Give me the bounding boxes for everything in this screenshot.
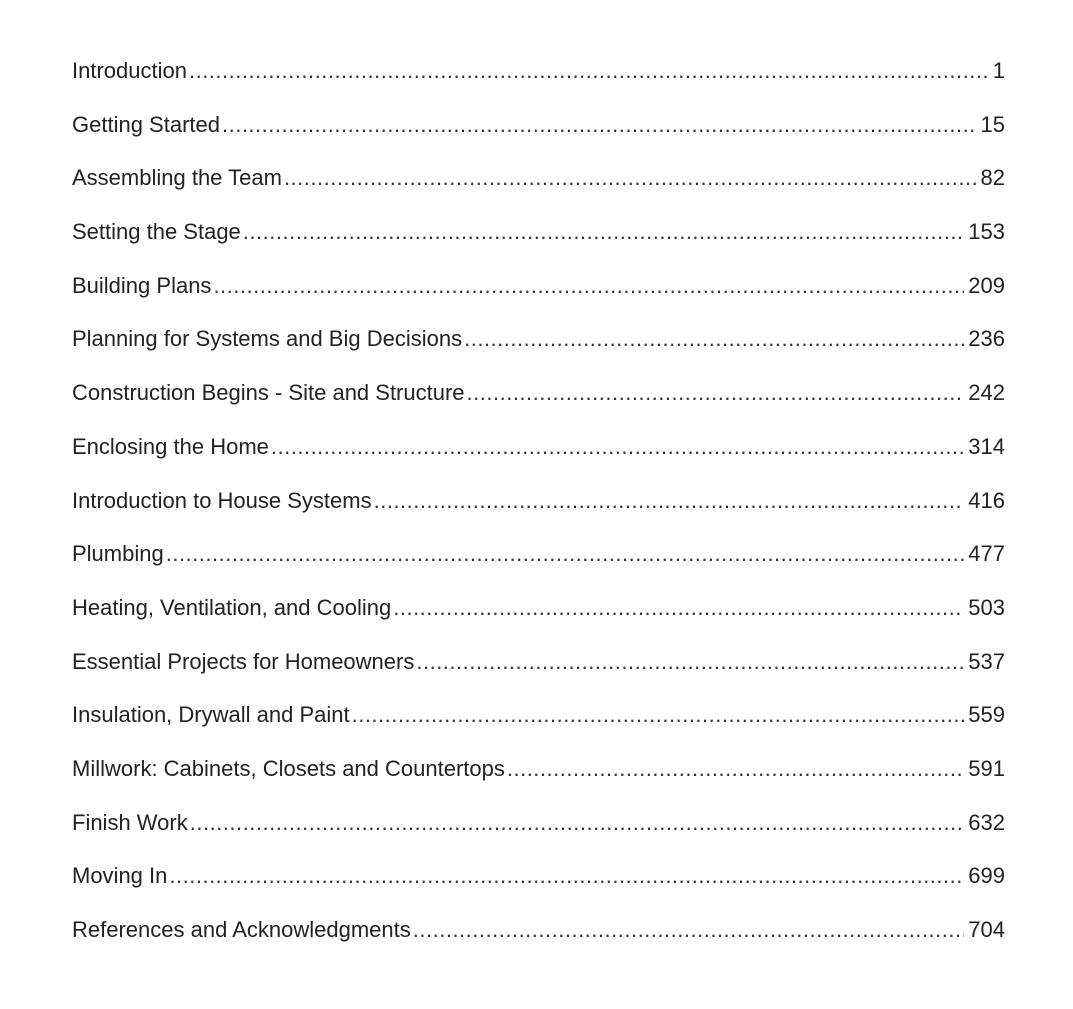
- toc-entry-references[interactable]: [72, 917, 1005, 971]
- toc-dot-leader: [467, 380, 965, 406]
- toc-entry-setting-the-stage[interactable]: [72, 219, 1005, 273]
- toc-dot-leader: [374, 488, 965, 514]
- toc-entry-title: Construction Begins - Site and Structure: [72, 380, 465, 406]
- toc-entry-title: Enclosing the Home: [72, 433, 269, 459]
- toc-dot-leader: [352, 702, 965, 728]
- toc-dot-leader: [222, 112, 977, 138]
- toc-entry-page: 699: [968, 863, 1005, 889]
- toc-entry-introduction-to-house-systems[interactable]: [72, 488, 1005, 542]
- toc-dot-leader: [393, 595, 964, 621]
- toc-entry-title: Plumbing: [72, 541, 164, 567]
- toc-entry-page: 314: [968, 433, 1005, 459]
- toc-entry-page: 82: [980, 165, 1005, 191]
- toc-entry-building-plans[interactable]: [72, 273, 1005, 327]
- toc-entry-page: 591: [968, 755, 1005, 781]
- toc-entry-title: Planning for Systems and Big Decisions: [72, 326, 463, 352]
- toc-entry-title: Moving In: [72, 863, 168, 889]
- toc-entry-hvac[interactable]: [72, 595, 1005, 649]
- toc-entry-assembling-the-team[interactable]: [72, 165, 1005, 219]
- toc-entry-title: Insulation, Drywall and Paint: [72, 702, 350, 728]
- toc-dot-leader: [413, 917, 965, 943]
- toc-dot-leader: [507, 756, 964, 782]
- toc-entry-insulation-drywall-paint[interactable]: [72, 702, 1005, 756]
- toc-entry-page: 503: [968, 594, 1005, 620]
- toc-entry-page: 704: [968, 917, 1005, 942]
- toc-entry-construction-begins[interactable]: [72, 380, 1005, 434]
- toc-entry-title: Assembling the Team: [72, 165, 282, 191]
- toc-dot-leader: [190, 810, 965, 836]
- toc-dot-leader: [284, 165, 977, 191]
- toc-entry-title: Getting Started: [72, 111, 220, 137]
- toc-entry-plumbing[interactable]: [72, 541, 1005, 595]
- toc-entry-enclosing-the-home[interactable]: [72, 434, 1005, 488]
- table-of-contents: [72, 58, 1005, 971]
- toc-entry-title: Building Plans: [72, 272, 212, 298]
- toc-entry-getting-started[interactable]: [72, 112, 1005, 166]
- toc-entry-page: 242: [968, 380, 1005, 406]
- toc-dot-leader: [213, 273, 964, 299]
- toc-entry-page: 209: [968, 272, 1005, 298]
- toc-entry-page: 632: [968, 809, 1005, 835]
- toc-dot-leader: [464, 326, 964, 352]
- toc-dot-leader: [416, 649, 964, 675]
- toc-entry-title: Millwork: Cabinets, Closets and Countertops: [72, 755, 505, 781]
- toc-entry-title: References and Acknowledgments: [72, 917, 411, 942]
- toc-entry-title: Finish Work: [72, 809, 188, 835]
- toc-entry-millwork[interactable]: [72, 756, 1005, 810]
- toc-entry-page: 15: [980, 111, 1005, 137]
- toc-entry-finish-work[interactable]: [72, 810, 1005, 864]
- toc-entry-moving-in[interactable]: [72, 863, 1005, 917]
- toc-entry-title: Introduction: [72, 58, 187, 83]
- toc-entry-page: 153: [968, 219, 1005, 245]
- toc-dot-leader: [189, 58, 989, 84]
- toc-entry-page: 537: [968, 648, 1005, 674]
- toc-entry-title: Heating, Ventilation, and Cooling: [72, 594, 392, 620]
- toc-entry-page: 1: [992, 58, 1005, 83]
- toc-entry-page: 416: [968, 487, 1005, 513]
- toc-entry-page: 477: [968, 541, 1005, 567]
- toc-entry-planning-for-systems[interactable]: [72, 326, 1005, 380]
- toc-dot-leader: [271, 434, 964, 460]
- toc-entry-title: Introduction to House Systems: [72, 487, 372, 513]
- toc-entry-page: 236: [968, 326, 1005, 352]
- toc-entry-introduction[interactable]: [72, 58, 1005, 112]
- toc-entry-page: 559: [968, 702, 1005, 728]
- toc-entry-title: Essential Projects for Homeowners: [72, 648, 415, 674]
- toc-dot-leader: [166, 541, 965, 567]
- toc-dot-leader: [243, 219, 964, 245]
- toc-entry-title: Setting the Stage: [72, 219, 241, 245]
- toc-dot-leader: [169, 863, 964, 889]
- toc-entry-essential-projects[interactable]: [72, 649, 1005, 703]
